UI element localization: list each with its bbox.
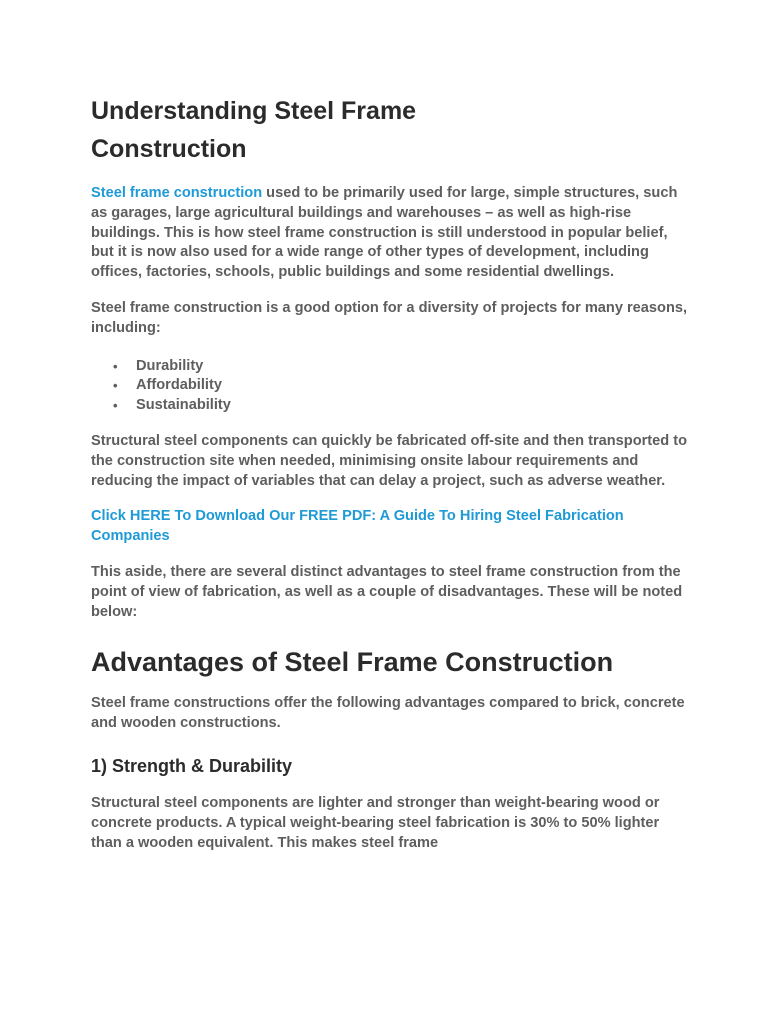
intro-paragraph	[91, 184, 691, 283]
reasons-paragraph: Steel frame construction is a good option for a diversity of projects for many reasons, including:	[91, 299, 688, 336]
download-pdf-link[interactable]: Click HERE To Download Our FREE PDF: A Guide To Hiring Steel Fabrication Companies	[91, 508, 624, 545]
components-paragraph: Structural steel components can quickly be fabricated off-site and then transported to the construction site when needed, minimising onsite labour requirements and reducing the impact of variables that can delay a project, such as adverse weather.	[91, 432, 688, 489]
bullet-icon: •	[113, 358, 118, 374]
intro-text: used to be primarily used for large, simple structures, such as garages, large agricultural buildings and warehouses – as well as high-rise buildings. This is how steel frame construction is still understood in popular belief, but it is now also used for a wide range of other types of development, including offices, factories, schools, public buildings and some residential dwellings.	[91, 185, 678, 281]
bullet-icon: •	[113, 378, 118, 394]
subsection-title: 1) Strength & Durability	[91, 755, 293, 776]
list-item	[113, 376, 691, 396]
section-title: Advantages of Steel Frame Construction	[91, 647, 614, 678]
article	[91, 92, 691, 853]
steel-frame-construction-link[interactable]: Steel frame construction	[91, 185, 263, 201]
list-item-label: Durability	[136, 357, 204, 374]
reasons-list	[91, 357, 691, 416]
list-item	[113, 396, 691, 416]
download-paragraph	[91, 507, 691, 547]
bullet-icon: •	[113, 398, 118, 414]
strength-paragraph: Structural steel components are lighter and stronger than weight-bearing wood or concrete products. A typical weight-bearing steel fabrication is 30% to 50% lighter than a wooden equivalent. This makes steel frame	[91, 794, 660, 851]
list-item-label: Sustainability	[136, 397, 231, 414]
list-item-label: Affordability	[136, 377, 222, 394]
list-item	[113, 357, 691, 377]
advantages-paragraph: Steel frame constructions offer the following advantages compared to brick, concrete and wooden constructions.	[91, 695, 685, 732]
aside-paragraph: This aside, there are several distinct advantages to steel frame construction from the point of view of fabrication, as well as a couple of disadvantages. These will be noted below:	[91, 563, 683, 620]
page-title: Understanding Steel Frame Construction	[91, 97, 417, 163]
